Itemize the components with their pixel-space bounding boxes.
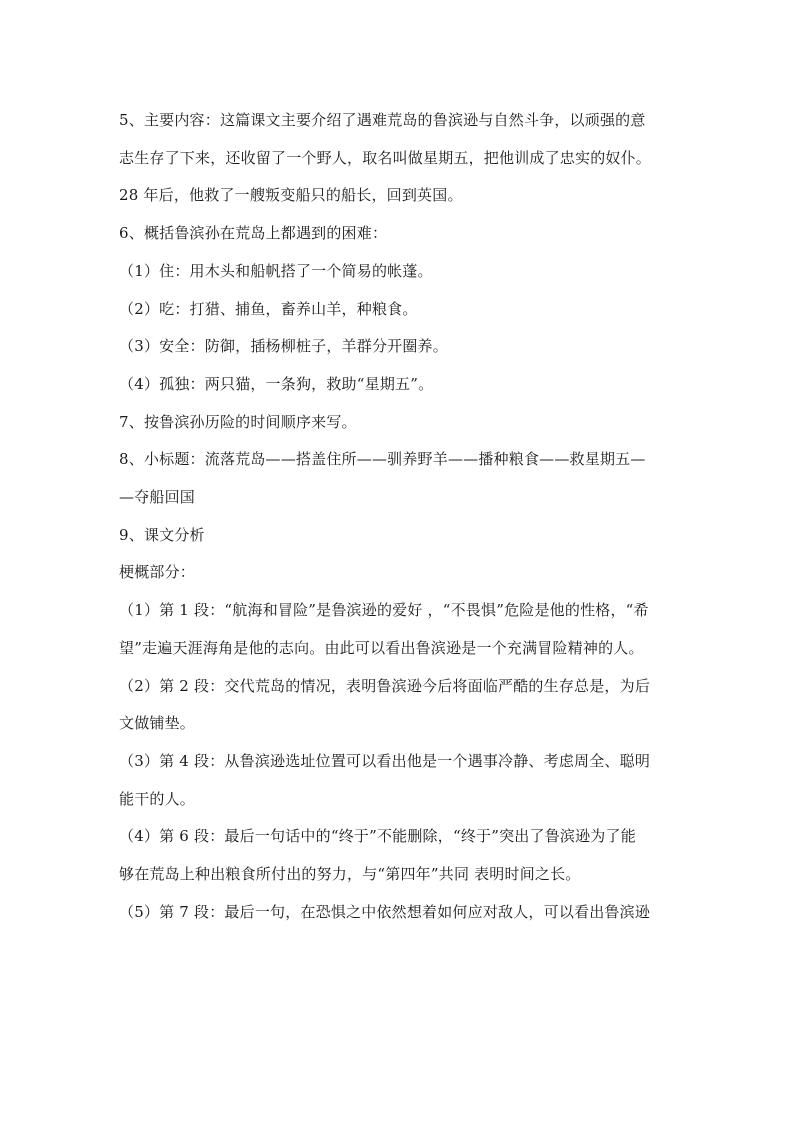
analysis-4-line-2: 够在荒岛上种出粮食所付出的努力，与“第四年”共同 表明时间之长。 (119, 865, 581, 884)
document-page (119, 102, 679, 931)
analysis-1-line-2: 望”走遍天涯海角是他的志向。由此可以看出鲁滨逊是一个充满冒险精神的人。 (119, 638, 644, 657)
difficulty-food: （2）吃：打猎、捕鱼，畜养山羊，种粮食。 (119, 299, 418, 318)
point-8-subtitles-line-2: —夺船回国 (119, 488, 196, 507)
difficulty-housing: （1）住：用木头和船帆搭了一个简易的帐蓬。 (119, 261, 433, 280)
point-5-main-content-line-3: 28 年后，他救了一艘叛变船只的船长，回到英国。 (119, 186, 463, 205)
analysis-5-line-1: （5）第 7 段：最后一句，在恐惧之中依然想着如何应对敌人，可以看出鲁滨逊 (119, 902, 651, 921)
analysis-3-line-2: 能干的人。 (119, 789, 196, 808)
analysis-3-line-1: （3）第 4 段：从鲁滨逊选址位置可以看出他是一个遇事冷静、考虑周全、聪明 (119, 751, 651, 770)
point-9-heading: 9、课文分析 (119, 525, 205, 544)
point-6-heading: 6、概括鲁滨孙在荒岛上都遇到的困难： (119, 224, 388, 243)
summary-section-heading: 梗概部分： (119, 563, 196, 582)
analysis-2-line-1: （2）第 2 段：交代荒岛的情况，表明鲁滨逊今后将面临严酷的生存总是，为后 (119, 676, 651, 695)
analysis-2-line-2: 文做铺垫。 (119, 714, 196, 733)
analysis-4-line-1: （4）第 6 段：最后一句话中的“终于”不能删除，“终于”突出了鲁滨逊为了能 (119, 827, 636, 846)
point-5-main-content-line-2: 志生存了下来，还收留了一个野人，取名叫做星期五，把他训成了忠实的奴仆。 (119, 148, 652, 167)
difficulty-safety: （3）安全：防御，插杨柳桩子，羊群分开圈养。 (119, 337, 448, 356)
point-8-subtitles-line-1: 8、小标题：流落荒岛——搭盖住所——驯养野羊——播种粮食——救星期五— (119, 450, 646, 469)
point-7: 7、按鲁滨孙历险的时间顺序来写。 (119, 412, 357, 431)
difficulty-loneliness: （4）孤独：两只猫，一条狗，救助“星期五”。 (119, 374, 434, 393)
point-5-main-content-line-1: 5、主要内容：这篇课文主要介绍了遇难荒岛的鲁滨逊与自然斗争，以顽强的意 (119, 111, 646, 129)
analysis-1-line-1: （1）第 1 段：“航海和冒险”是鲁滨逊的爱好 ，“不畏惧”危险是他的性格，“希 (119, 601, 649, 620)
